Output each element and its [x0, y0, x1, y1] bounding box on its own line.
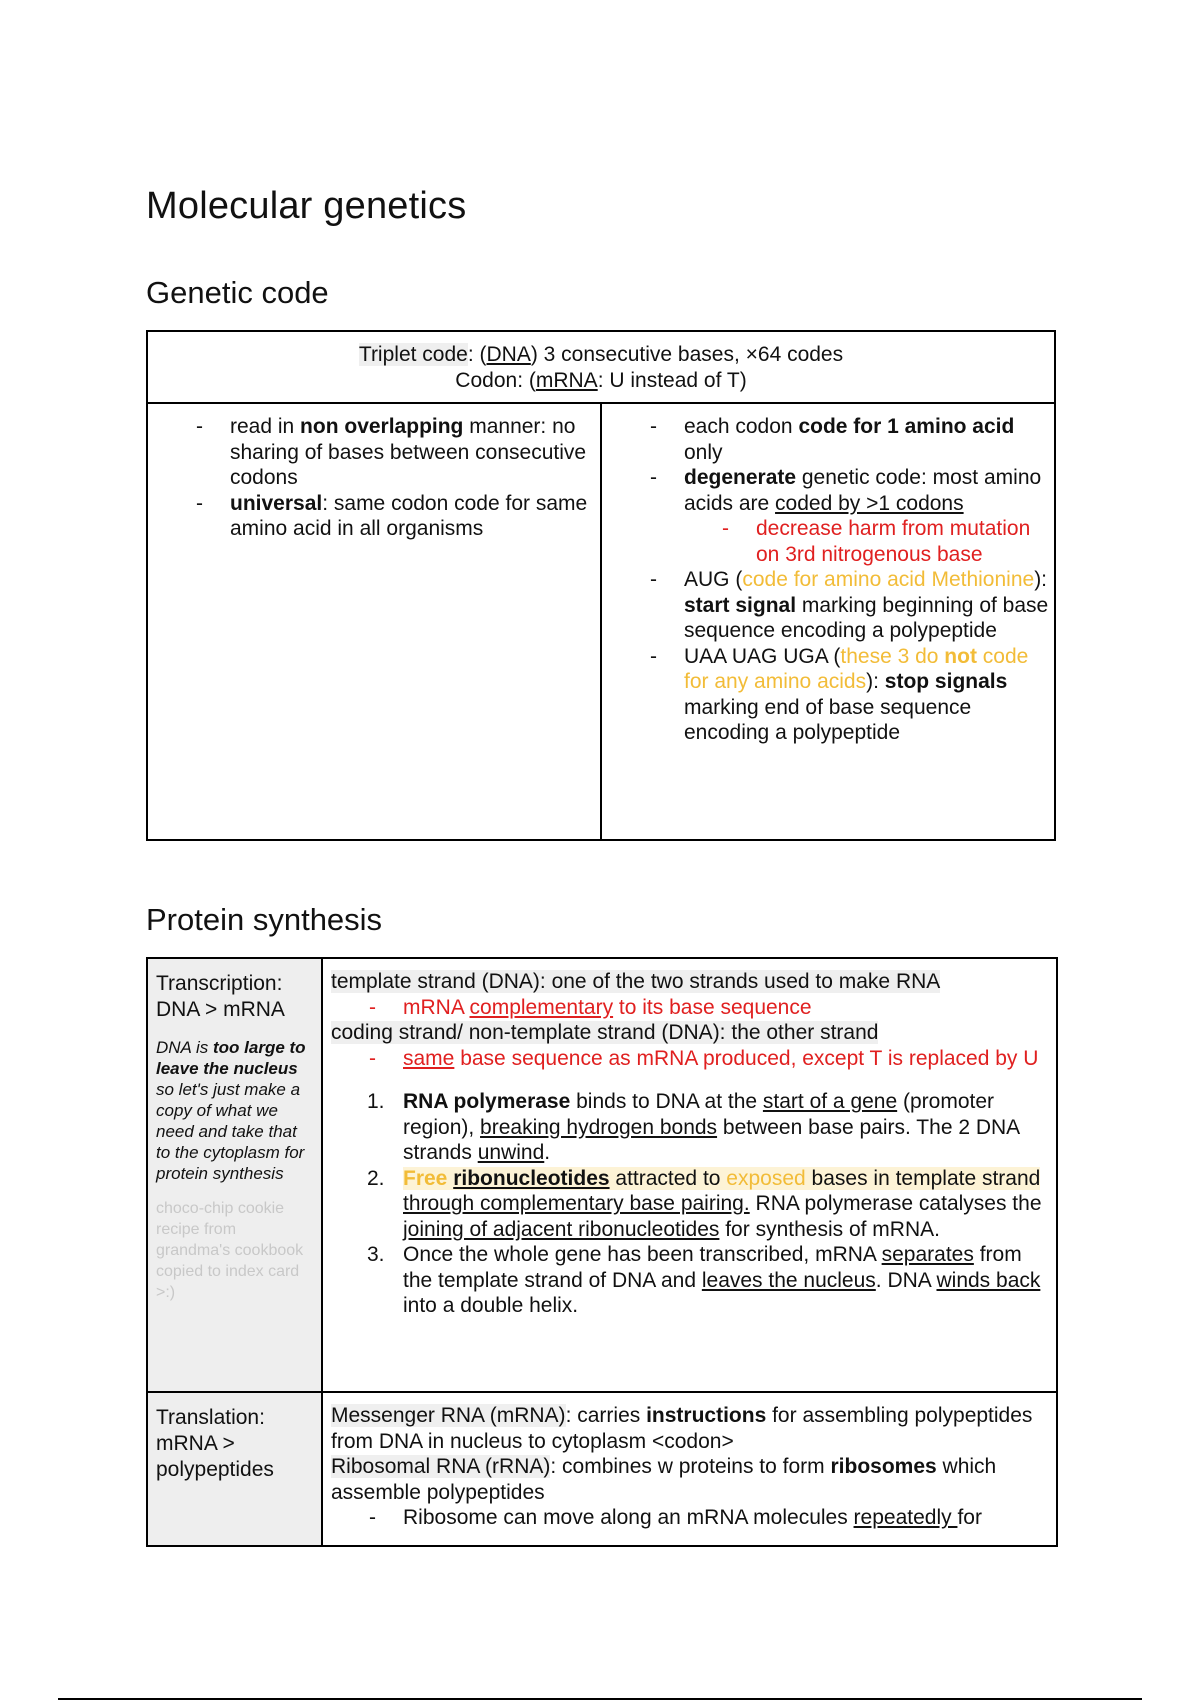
transcription-note: DNA is too large to leave the nucleus so let's just make a copy of what we need and take that to the cytoplasm for protein synthesis — [156, 1038, 306, 1183]
step-2: 2. Free ribonucleotides attracted to exposed bases in template strand through complementary base pairing. RNA polymerase catalyses the joining of adjacent ribonucleotides for synthesis of mRNA. — [331, 1166, 1048, 1243]
mrna-line: Messenger RNA (mRNA): carries instructions for assembling polypeptides from DNA in nucleus to cytoplasm <codon> — [331, 1404, 1033, 1453]
transcription-content-cell — [322, 958, 1057, 1392]
section-heading-genetic-code: Genetic code — [146, 275, 329, 310]
coding-strand-sub — [331, 1046, 1048, 1072]
triplet-code-line: Triplet code: (DNA) 3 consecutive bases, ×64 codes — [358, 343, 844, 366]
list-item-one-amino-acid: - each codon code for 1 amino acid only — [602, 414, 1054, 465]
page-title: Molecular genetics — [146, 185, 467, 227]
translation-content-cell — [322, 1392, 1057, 1546]
list-item-degenerate: - degenerate genetic code: most amino acids are coded by >1 codons - decrease harm from mutation on 3rd nitrogenous base — [602, 465, 1054, 567]
protein-synthesis-table — [146, 957, 1058, 1547]
right-bullet-list — [602, 414, 1054, 746]
sub-item-complementary: - mRNA complementary to its base sequence — [331, 995, 1048, 1021]
genetic-code-right-cell — [601, 403, 1055, 840]
coding-strand-line: coding strand/ non-template strand (DNA): the other strand — [331, 1021, 879, 1044]
translation-label-cell — [147, 1392, 322, 1546]
list-item-non-overlapping: - read in non overlapping manner: no sharing of bases between consecutive codons — [148, 414, 600, 491]
transcription-label-cell — [147, 958, 322, 1392]
transcription-steps — [331, 1089, 1048, 1319]
genetic-code-table — [146, 330, 1056, 841]
ribosome-sub — [331, 1505, 1048, 1531]
left-bullet-list — [148, 414, 600, 542]
sub-item-ribosome: - Ribosome can move along an mRNA molecules repeatedly for — [331, 1505, 1048, 1531]
list-item-universal: - universal: same codon code for same amino acid in all organisms — [148, 491, 600, 542]
step-1: 1. RNA polymerase binds to DNA at the start of a gene (promoter region), breaking hydrogen bonds between base pairs. The 2 DNA strands unwind. — [331, 1089, 1048, 1166]
genetic-code-left-cell — [147, 403, 601, 840]
section-heading-protein-synthesis: Protein synthesis — [146, 902, 383, 937]
list-item-stop-signals: - UAA UAG UGA (these 3 do not code for any amino acids): stop signals marking end of base sequence encoding a polypeptide — [602, 644, 1054, 746]
list-item-start-signal: - AUG (code for amino acid Methionine): start signal marking beginning of base sequence encoding a polypeptide — [602, 567, 1054, 644]
template-strand-line: template strand (DNA): one of the two strands used to make RNA — [331, 970, 941, 993]
transcription-label: Transcription: DNA > mRNA — [156, 972, 285, 1021]
transcription-analogy-note: choco-chip cookie recipe from grandma's cookbook copied to index card >:) — [156, 1200, 304, 1301]
translation-label: Translation: mRNA > polypeptides — [156, 1406, 274, 1481]
step-3: 3. Once the whole gene has been transcribed, mRNA separates from the template strand of DNA and leaves the nucleus. DNA winds back into a double helix. — [331, 1242, 1048, 1319]
sub-item-decrease-harm: - decrease harm from mutation on 3rd nitrogenous base — [684, 516, 1054, 567]
genetic-code-header-cell — [147, 331, 1055, 403]
codon-line: Codon: (mRNA: U instead of T) — [455, 368, 747, 392]
template-strand-sub — [331, 995, 1048, 1021]
rrna-line: Ribosomal RNA (rRNA): combines w proteins to form ribosomes which assemble polypeptides — [331, 1455, 997, 1504]
sub-item-same-sequence: - same base sequence as mRNA produced, except T is replaced by U — [331, 1046, 1048, 1072]
